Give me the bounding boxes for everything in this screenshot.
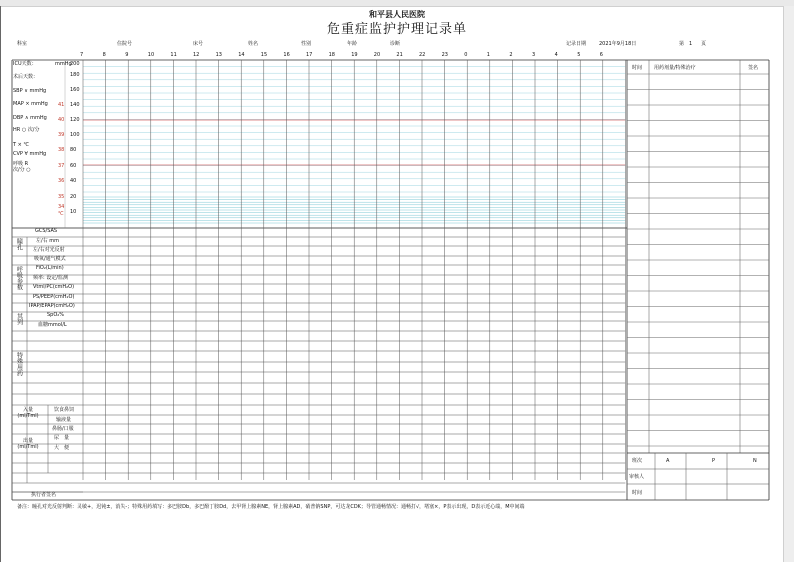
scale-red-label: 37 xyxy=(58,163,65,169)
hospital-name: 和平县人民医院 xyxy=(369,10,425,19)
scale-black-label: 200 xyxy=(70,61,80,67)
dbp-label: DBP ∧ mmHg xyxy=(13,115,47,121)
header-record-date-label: 记录日期 xyxy=(566,41,587,47)
header-dept: 科室 xyxy=(17,41,28,47)
hour-label: 7 xyxy=(80,52,84,58)
header-record-date: 2021年9月18日 xyxy=(599,41,637,47)
glucose-label: 血糖mmol/L xyxy=(38,322,67,328)
hour-label: 20 xyxy=(373,52,381,58)
iv-label: 输液量 xyxy=(56,417,72,423)
other-group-label: 其列 xyxy=(15,313,23,325)
hour-label: 5 xyxy=(577,52,581,58)
temp-label: T × ℃ xyxy=(13,142,30,148)
scale-red-label: 36 xyxy=(58,178,65,184)
header-page-prefix: 第 xyxy=(679,41,685,47)
hr-label: HR ○ 次/分 xyxy=(13,127,40,133)
hour-label: 9 xyxy=(125,52,129,58)
scale-red-label: 38 xyxy=(58,147,65,153)
nurse-sign-label: 执行者签名 xyxy=(31,492,57,498)
cvp-label: CVP ∀ mmHg xyxy=(13,151,47,157)
pupil-group-label: 瞳孔 xyxy=(15,238,23,250)
header-age: 年龄 xyxy=(347,41,358,47)
scale-black-label: 40 xyxy=(70,178,77,184)
scale-black-label: 120 xyxy=(70,117,80,123)
hour-label: 19 xyxy=(351,52,358,58)
pupil-size-label: 左/右 mm xyxy=(36,238,60,244)
hour-label: 0 xyxy=(464,52,468,58)
hour-label: 6 xyxy=(599,52,603,58)
scale-black-label: 60 xyxy=(70,163,77,169)
celsius-unit-label: ℃ xyxy=(58,211,64,217)
resp-label: 呼吸 R 次/分 ○ xyxy=(13,161,31,173)
mmhg-unit-label: mmHg xyxy=(55,61,72,67)
intake-group-label: 入量(ml/Tml) xyxy=(17,407,39,420)
footer-note: 备注：瞳孔对光反射判断：灵敏+，迟钝±，消失-；特殊用药填写：多巴胺Db，多巴酚丁胺Dd，去甲肾上腺素NE，肾上腺素AD，硝普钠SNP，可达龙CDK；导管通畅情况：通畅打√，堵塞×，P表示出现，D表示近心端，M中间端 xyxy=(17,504,525,510)
ipap-label: IPAP/EPAP(cmH₂O) xyxy=(29,303,75,309)
oxygen-mode-label: 吸氧/通气模式 xyxy=(34,256,66,262)
hour-label: 15 xyxy=(260,52,268,58)
hour-label: 10 xyxy=(147,52,155,58)
icu-days-label: ICU天数： xyxy=(13,61,37,67)
scale-red-label: 41 xyxy=(58,102,65,108)
sbp-label: SBP ∨ mmHg xyxy=(13,88,47,94)
header-page-suffix: 页 xyxy=(701,41,707,47)
hour-label: 17 xyxy=(306,52,313,58)
header-sex: 性别 xyxy=(301,41,312,47)
header-admission-no: 住院号 xyxy=(117,41,133,47)
hour-label: 12 xyxy=(193,52,200,58)
scale-red-label: 39 xyxy=(58,132,65,138)
scale-red-label: 34 xyxy=(58,204,65,210)
header-name: 姓名 xyxy=(248,41,259,47)
hour-label: 2 xyxy=(509,52,513,58)
hour-label: 3 xyxy=(532,52,536,58)
hour-label: 23 xyxy=(441,52,448,58)
shift-label: 班次 xyxy=(632,458,643,464)
right-time-footer: 时间 xyxy=(632,490,643,496)
hour-label: 14 xyxy=(238,52,245,58)
scale-black-label: 160 xyxy=(70,87,80,93)
shift-a-label: A xyxy=(666,458,670,464)
scale-black-label: 180 xyxy=(70,72,80,78)
hour-label: 16 xyxy=(283,52,290,58)
hour-label: 18 xyxy=(328,52,335,58)
urine-label: 尿 量 xyxy=(54,435,70,441)
scale-black-label: 80 xyxy=(70,147,77,153)
shift-p-label: P xyxy=(712,458,716,464)
stool-label: 大 便 xyxy=(54,445,70,451)
hour-label: 4 xyxy=(554,52,558,58)
right-signature-header: 签名 xyxy=(748,65,759,71)
postop-days-label: 术后天数： xyxy=(13,74,39,80)
checker-label: 审核人 xyxy=(629,474,645,480)
hour-label: 21 xyxy=(396,52,403,58)
map-label: MAP × mmHg xyxy=(13,101,48,107)
drug-group-label: 特殊用药 xyxy=(15,352,23,376)
hour-label: 13 xyxy=(215,52,222,58)
hour-label: 1 xyxy=(486,52,490,58)
vtml-label: Vtml/PC(cmH₂O) xyxy=(33,284,75,290)
pupil-reflex-label: 左/右对光反射 xyxy=(33,247,65,253)
gcs-label: GCS/SAS xyxy=(35,228,58,234)
header-page-no: 1 xyxy=(689,41,693,47)
spo2-label: SpO₂% xyxy=(47,312,65,318)
scale-black-label: 100 xyxy=(70,132,80,138)
scale-black-label: 20 xyxy=(70,194,77,200)
freq-label: 频率: 设定/监测 xyxy=(33,275,68,281)
header-bed: 床号 xyxy=(193,41,204,47)
fio2-label: FiO₂(L/min) xyxy=(36,265,64,271)
right-time-header: 时间 xyxy=(632,65,643,71)
scale-black-label: 140 xyxy=(70,102,80,108)
form-title: 危重症监护护理记录单 xyxy=(326,22,467,37)
right-treatment-header: 用药剂量/特殊治疗 xyxy=(654,65,696,71)
scale-red-label: 40 xyxy=(58,117,65,123)
hour-label: 8 xyxy=(102,52,106,58)
scale-red-label: 35 xyxy=(58,194,65,200)
resp-group-label: 呼吸参数 xyxy=(15,266,23,290)
shift-n-label: N xyxy=(753,458,757,464)
hour-label: 11 xyxy=(170,52,177,58)
enteral-label: 鼻肠/口服 xyxy=(52,426,74,432)
output-group-label: 出量(ml/Tml) xyxy=(17,438,39,451)
oral-label: 饮食鼻饲 xyxy=(54,407,75,413)
scale-black-label: 10 xyxy=(70,209,77,215)
header-diagnosis: 诊断 xyxy=(390,41,401,47)
hour-label: 22 xyxy=(419,52,426,58)
ps-peep-label: PS/PEEP(cmH₂O) xyxy=(33,294,75,300)
